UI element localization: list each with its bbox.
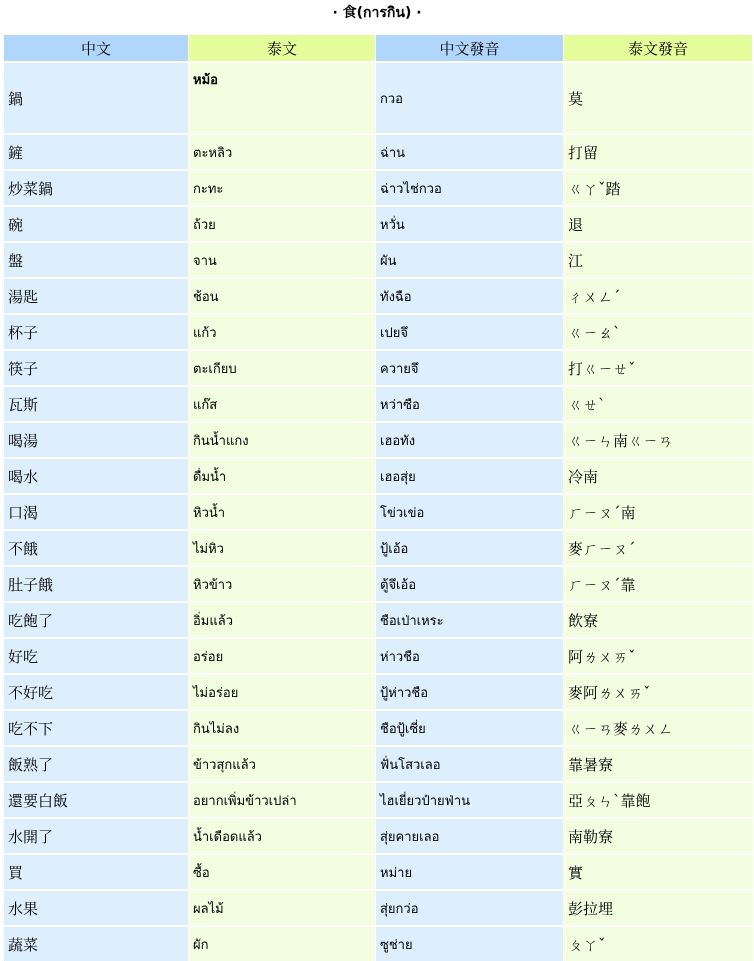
thai-pronunciation-cell: 麥ㄏㄧㄡˊ: [564, 531, 753, 565]
chinese-pronunciation-cell: หวั่น: [376, 207, 564, 241]
chinese-cell: 口渴: [4, 495, 189, 529]
thai-cell: แก้ว: [189, 315, 376, 349]
thai-pronunciation-cell: ㄏㄧㄡˊ南: [564, 495, 753, 529]
thai-pronunciation-cell: 冷南: [564, 459, 753, 493]
thai-pronunciation-cell: 莫: [564, 63, 753, 133]
table-row: [4, 637, 753, 673]
table-row: [4, 421, 753, 457]
thai-pronunciation-cell: ㄔㄨㄥˊ: [564, 279, 753, 313]
table-row: [4, 493, 753, 529]
chinese-cell: 還要白飯: [4, 783, 189, 817]
table-header: [4, 35, 753, 61]
chinese-pronunciation-cell: เฮอสุ่ย: [376, 459, 564, 493]
table-row: [4, 889, 753, 925]
chinese-cell: 筷子: [4, 351, 189, 385]
header-thai: 泰文: [189, 35, 376, 61]
thai-pronunciation-cell: 南勒寮: [564, 819, 753, 853]
chinese-pronunciation-cell: กวอ: [376, 63, 564, 133]
table-row: [4, 277, 753, 313]
thai-pronunciation-cell: ㄆㄚˇ: [564, 927, 753, 961]
chinese-cell: 買: [4, 855, 189, 889]
thai-cell: กะทะ: [189, 171, 376, 205]
chinese-cell: 肚子餓: [4, 567, 189, 601]
chinese-cell: 不餓: [4, 531, 189, 565]
thai-cell: ซื้อ: [189, 855, 376, 889]
chinese-pronunciation-cell: ไฮเยี่ยวป๋ายฟ่าน: [376, 783, 564, 817]
chinese-pronunciation-cell: หม่าย: [376, 855, 564, 889]
table-row: [4, 313, 753, 349]
chinese-cell: 湯匙: [4, 279, 189, 313]
chinese-cell: 吃不下: [4, 711, 189, 745]
thai-cell: อร่อย: [189, 639, 376, 673]
thai-pronunciation-cell: 麥阿ㄌㄨㄞˇ: [564, 675, 753, 709]
chinese-cell: 喝湯: [4, 423, 189, 457]
thai-cell: ช้อน: [189, 279, 376, 313]
chinese-cell: 不好吃: [4, 675, 189, 709]
chinese-pronunciation-cell: ทังฉือ: [376, 279, 564, 313]
chinese-cell: 杯子: [4, 315, 189, 349]
chinese-pronunciation-cell: ซูช่าย: [376, 927, 564, 961]
table-row: [4, 61, 753, 133]
table-body: [4, 61, 753, 961]
thai-pronunciation-cell: ㄍㄧㄢ麥ㄌㄨㄥ: [564, 711, 753, 745]
thai-pronunciation-cell: 實: [564, 855, 753, 889]
thai-pronunciation-cell: ㄏㄧㄡˊ靠: [564, 567, 753, 601]
chinese-cell: 盤: [4, 243, 189, 277]
chinese-pronunciation-cell: ห่าวชือ: [376, 639, 564, 673]
table-row: [4, 349, 753, 385]
table-row: [4, 853, 753, 889]
thai-pronunciation-cell: 退: [564, 207, 753, 241]
thai-cell: ไม่หิว: [189, 531, 376, 565]
thai-cell: ไม่อร่อย: [189, 675, 376, 709]
thai-cell: กินไม่ลง: [189, 711, 376, 745]
thai-cell: น้ำเดือดแล้ว: [189, 819, 376, 853]
thai-pronunciation-cell: ㄍㄝˋ: [564, 387, 753, 421]
thai-pronunciation-cell: 打留: [564, 135, 753, 169]
thai-cell: ผัก: [189, 927, 376, 961]
table-row: [4, 673, 753, 709]
chinese-pronunciation-cell: ฉ่าน: [376, 135, 564, 169]
table-row: [4, 385, 753, 421]
thai-cell: ดื่มน้ำ: [189, 459, 376, 493]
vocab-table: [4, 35, 753, 961]
chinese-pronunciation-cell: ชือปู้เซี่ย: [376, 711, 564, 745]
chinese-cell: 蔬菜: [4, 927, 189, 961]
chinese-cell: 碗: [4, 207, 189, 241]
thai-pronunciation-cell: ㄍㄚˇ踏: [564, 171, 753, 205]
thai-cell: อิ่มแล้ว: [189, 603, 376, 637]
table-row: [4, 601, 753, 637]
chinese-pronunciation-cell: ผัน: [376, 243, 564, 277]
chinese-pronunciation-cell: ปู้เอ้อ: [376, 531, 564, 565]
chinese-cell: 喝水: [4, 459, 189, 493]
table-row: [4, 781, 753, 817]
chinese-pronunciation-cell: โข่วเข่อ: [376, 495, 564, 529]
chinese-pronunciation-cell: ตู้จึเอ้อ: [376, 567, 564, 601]
thai-cell: กินน้ำแกง: [189, 423, 376, 457]
chinese-cell: 炒菜鍋: [4, 171, 189, 205]
chinese-pronunciation-cell: ฉ่าวไช่กวอ: [376, 171, 564, 205]
table-row: [4, 925, 753, 961]
table-row: [4, 529, 753, 565]
chinese-pronunciation-cell: เปยจึ: [376, 315, 564, 349]
chinese-cell: 吃飽了: [4, 603, 189, 637]
chinese-pronunciation-cell: สุ่ยคายเลอ: [376, 819, 564, 853]
chinese-cell: 水開了: [4, 819, 189, 853]
thai-pronunciation-cell: ㄍㄧㄠˋ: [564, 315, 753, 349]
thai-pronunciation-cell: ㄍㄧㄣ南ㄍㄧㄢ: [564, 423, 753, 457]
thai-cell: หิวข้าว: [189, 567, 376, 601]
thai-pronunciation-cell: 靠暑寮: [564, 747, 753, 781]
chinese-cell: 好吃: [4, 639, 189, 673]
thai-pronunciation-cell: 阿ㄌㄨㄞˇ: [564, 639, 753, 673]
thai-cell: ผลไม้: [189, 891, 376, 925]
chinese-pronunciation-cell: หว่าซือ: [376, 387, 564, 421]
chinese-cell: 鍋: [4, 63, 189, 133]
chinese-cell: 鏟: [4, 135, 189, 169]
table-row: [4, 745, 753, 781]
header-chinese-pronunciation: 中文發音: [376, 35, 564, 61]
table-row: [4, 169, 753, 205]
chinese-cell: 水果: [4, 891, 189, 925]
table-row: [4, 817, 753, 853]
chinese-cell: 飯熟了: [4, 747, 189, 781]
chinese-pronunciation-cell: ชือเป่าเหระ: [376, 603, 564, 637]
table-row: [4, 205, 753, 241]
chinese-pronunciation-cell: ปู้ห่าวชือ: [376, 675, 564, 709]
thai-pronunciation-cell: 亞ㄆㄣˋ靠飽: [564, 783, 753, 817]
thai-cell: ข้าวสุกแล้ว: [189, 747, 376, 781]
thai-cell: จาน: [189, 243, 376, 277]
chinese-cell: 瓦斯: [4, 387, 189, 421]
table-row: [4, 133, 753, 169]
thai-pronunciation-cell: 飲寮: [564, 603, 753, 637]
page-title: · 食(การกิน) ·: [332, 5, 422, 21]
header-chinese: 中文: [4, 35, 189, 61]
thai-pronunciation-cell: 打ㄍㄧㄝˇ: [564, 351, 753, 385]
thai-cell: อยากเพิ่มข้าวเปล่า: [189, 783, 376, 817]
chinese-pronunciation-cell: สุ่ยกว่อ: [376, 891, 564, 925]
thai-pronunciation-cell: 江: [564, 243, 753, 277]
chinese-pronunciation-cell: ควายจึ: [376, 351, 564, 385]
thai-pronunciation-cell: 彭拉埋: [564, 891, 753, 925]
table-row: [4, 709, 753, 745]
thai-cell: ตะเกียบ: [189, 351, 376, 385]
table-row: [4, 457, 753, 493]
thai-cell: แก๊ส: [189, 387, 376, 421]
thai-cell: ตะหลิว: [189, 135, 376, 169]
thai-cell: หิวน้ำ: [189, 495, 376, 529]
header-thai-pronunciation: 泰文發音: [564, 35, 753, 61]
thai-cell: หม้อ: [189, 63, 376, 133]
chinese-pronunciation-cell: เฮอทัง: [376, 423, 564, 457]
table-row: [4, 241, 753, 277]
thai-cell: ถ้วย: [189, 207, 376, 241]
chinese-pronunciation-cell: ฟั่นโสวเลอ: [376, 747, 564, 781]
table-row: [4, 565, 753, 601]
